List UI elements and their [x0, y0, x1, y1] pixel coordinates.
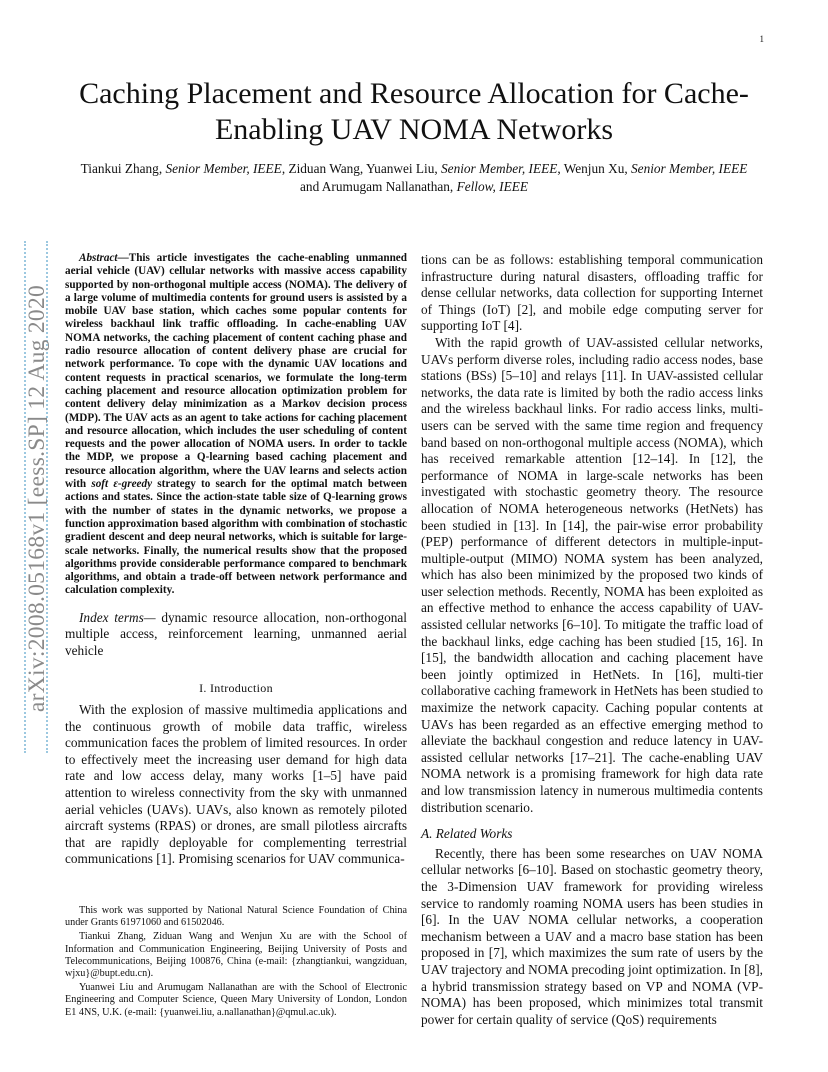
index-terms-label: Index terms—: [79, 609, 156, 625]
page-number: 1: [759, 34, 764, 44]
index-terms-body: dynamic resource allocation, non-orthogonal multiple access, reinforcement learning, unmanned aerial vehicle: [65, 609, 407, 658]
abstract-soft-greedy: soft ε-greedy: [91, 478, 153, 491]
abstract-body: This article investigates the cache-enabling unmanned aerial vehicle (UAV) cellular networks with massive access capability supported by non-orthogonal multiple access (NOMA). The delivery of a large volume of multimedia contents for ground users is assisted by a mobile UAV base station, which caches some popular contents for wireless backhaul link traffic offloading. In cache-enabling UAV NOMA networks, the caching placement of content caching phase and radio resource allocation of content delivery phase are crucial for network performance. To cope with the dynamic UAV locations and content requests in practical scenarios, we formulate the long-term caching placement and resource allocation optimization problem for content delivery delay minimization as a Markov decision process (MDP). The UAV acts as an agent to take actions for caching placement and resource allocation, which includes the user scheduling of content requests and the power allocation of NOMA users. In order to tackle the MDP, we propose a Q-learning based caching placement and resource allocation algorithm, where the UAV learns and selects action with: [65, 252, 407, 491]
author-list: Tiankui Zhang, Senior Member, IEEE, Ziduan Wang, Yuanwei Liu, Senior Member, IEEE, Wenjun Xu, Senior Member, IEEE and Arumugam Nallanathan, Fellow, IEEE: [80, 161, 748, 194]
arxiv-stamp: [20, 243, 56, 753]
footnote: Yuanwei Liu and Arumugam Nallanathan are with the School of Electronic Engineering and Computer Science, Queen Mary University of London, London E1 4NS, U.K. (e-mail: {yuanwei.liu, a.nallanathan}@qmul.ac.uk).: [65, 982, 407, 1018]
intro-paragraph: With the explosion of massive multimedia applications and the continuous growth of mobile data traffic, wireless communication faces the problem of limited resources. In order to effectively meet the increasing user demand for high data rate and low access delay, many works [1–5] have paid attention to wireless connectivity from the sky with unmanned aerial vehicles (UAVs). UAVs, also known as remotely piloted aircraft systems (RPAS) or drones, are small pilotless aircrafts that are rapidly deployable for complementing terrestrial communications [1]. Promising scenarios for UAV communica-: [65, 702, 407, 867]
index-terms: [65, 610, 407, 660]
paragraph: With the rapid growth of UAV-assisted cellular networks, UAVs perform diverse roles, including radio access nodes, base stations (BSs) [5–10] and relays [11]. In UAV-assisted cellular networks, the data rate is limited by both the radio access links and the wireless backhaul links. For radio access links, multi-users can be served with the same time region and frequency band based on non-orthogonal multiple access (NOMA), which has received remarkable attention [12–14]. In [12], the performance of NOMA in large-scale networks has been investigated with stochastic geometry theory. The resource allocation of NOMA heterogeneous networks (HetNets) has been studied in [13]. In [14], the pair-wise error probability (PEP) performance of different detectors in multiple-input-multiple-output (MIMO) NOMA system has been analyzed, which has also been minimized by the proposed two kinds of user selection methods. Recently, NOMA has been exploited as an effective method to enhance the access capability of UAV-assisted cellular networks [6–10]. To mitigate the traffic load of the backhaul links, edge caching has been studied [15, 16]. In [15], the bandwidth allocation and caching placement have been jointly optimized in HetNets. In [16], multi-tier collaborative caching framework in HetNets has been studied to maximize the network capacity. Caching popular contents at UAVs has been regarded as an effective emerging method to alleviate the backhaul congestion and reduce latency in UAV-assisted cellular networks [17–21]. The cache-enabling UAV NOMA network is a promising framework for high data rate and low transmission latency in numerous multimedia contents distribution scenario.: [421, 334, 763, 815]
paragraph: Recently, there has been some researches on UAV NOMA cellular networks [6–10]. Based on stochastic geometry theory, the 3-Dimension UAV framework for providing wireless service to randomly roaming NOMA users has been studies in [6]. In the UAV NOMA cellular networks, a cooperation mechanism between a UAV and a macro base station has been proposed in [7], which maximizes the sum rate of users by the UAV trajectory and NOMA precoding joint optimization. In [8], a hybrid transmission strategy based on VP and NOMA (VP-NOMA) has been proposed, which minimizes total transmit power for certain quality of service (QoS) requirements: [421, 845, 763, 1027]
footnote: This work was supported by National Natural Science Foundation of China under Grants 61971060 and 61502046.: [65, 905, 407, 929]
subsection-heading-related-works: A. Related Works: [421, 826, 513, 842]
left-column: [65, 252, 407, 868]
footnote: Tiankui Zhang, Ziduan Wang and Wenjun Xu are with the School of Information and Communication Engineering, Beijing University of Posts and Telecommunications, Beijing 100876, China (e-mail: {zhangtiankui, wangziduan, wjxu}@bupt.edu.cn).: [65, 931, 407, 980]
arxiv-id: arXiv:2008.05168v1 [eess.SP] 12 Aug 2020: [24, 284, 51, 712]
section-heading-introduction: I. Introduction: [199, 680, 273, 695]
right-column: [421, 252, 763, 1028]
abstract-body-end: strategy to search for the optimal match between actions and states. Since the action-state table size of Q-learning grows with the number of states in the dynamic networks, we propose a function approximation based algorithm with combination of stochastic gradient descent and deep neural networks, which is suitable for large-scale networks. Finally, the numerical results show that the proposed algorithms provide considerable performance compared to benchmark algorithms, and obtain a trade-off between network performance and calculation complexity.: [65, 478, 407, 597]
footnotes: [65, 905, 407, 1021]
abstract: Abstract—This article investigates the cache-enabling unmanned aerial vehicle (UAV) cellular networks with massive access capability supported by non-orthogonal multiple access (NOMA). The delivery of a large volume of multimedia contents for ground users is assisted by a mobile UAV base station, which caches some popular contents for wireless backhaul link traffic offloading. In cache-enabling UAV NOMA networks, the caching placement of content caching phase and radio resource allocation of content delivery phase are crucial for network performance. To cope with the dynamic UAV locations and content requests in practical scenarios, we formulate the long-term caching placement and resource allocation optimization problem for content delivery delay minimization as a Markov decision process (MDP). The UAV acts as an agent to take actions for caching placement and resource allocation, which includes the user scheduling of content requests and the power allocation of NOMA users. In order to tackle the MDP, we propose a Q-learning based caching placement and resource allocation algorithm, where the UAV learns and selects action with soft ε-greedy strategy to search for the optimal match between actions and states. Since the action-state table size of Q-learning grows with the number of states in the dynamic networks, we propose a function approximation based algorithm with combination of stochastic gradient descent and deep neural networks, which is suitable for large-scale networks. Finally, the numerical results show that the proposed algorithms provide considerable performance compared to benchmark algorithms, and obtain a trade-off between network performance and calculation complexity.: [65, 252, 407, 597]
paper-title: Caching Placement and Resource Allocation for Cache-Enabling UAV NOMA Networks: [79, 77, 749, 146]
abstract-label: Abstract: [79, 252, 118, 264]
paragraph: tions can be as follows: establishing temporal communication infrastructure during natural disasters, offloading traffic for dense cellular networks, data collection for supporting Internet of Things (IoT) [2], and mobile edge computing server for supporting IoT [4].: [421, 252, 763, 334]
